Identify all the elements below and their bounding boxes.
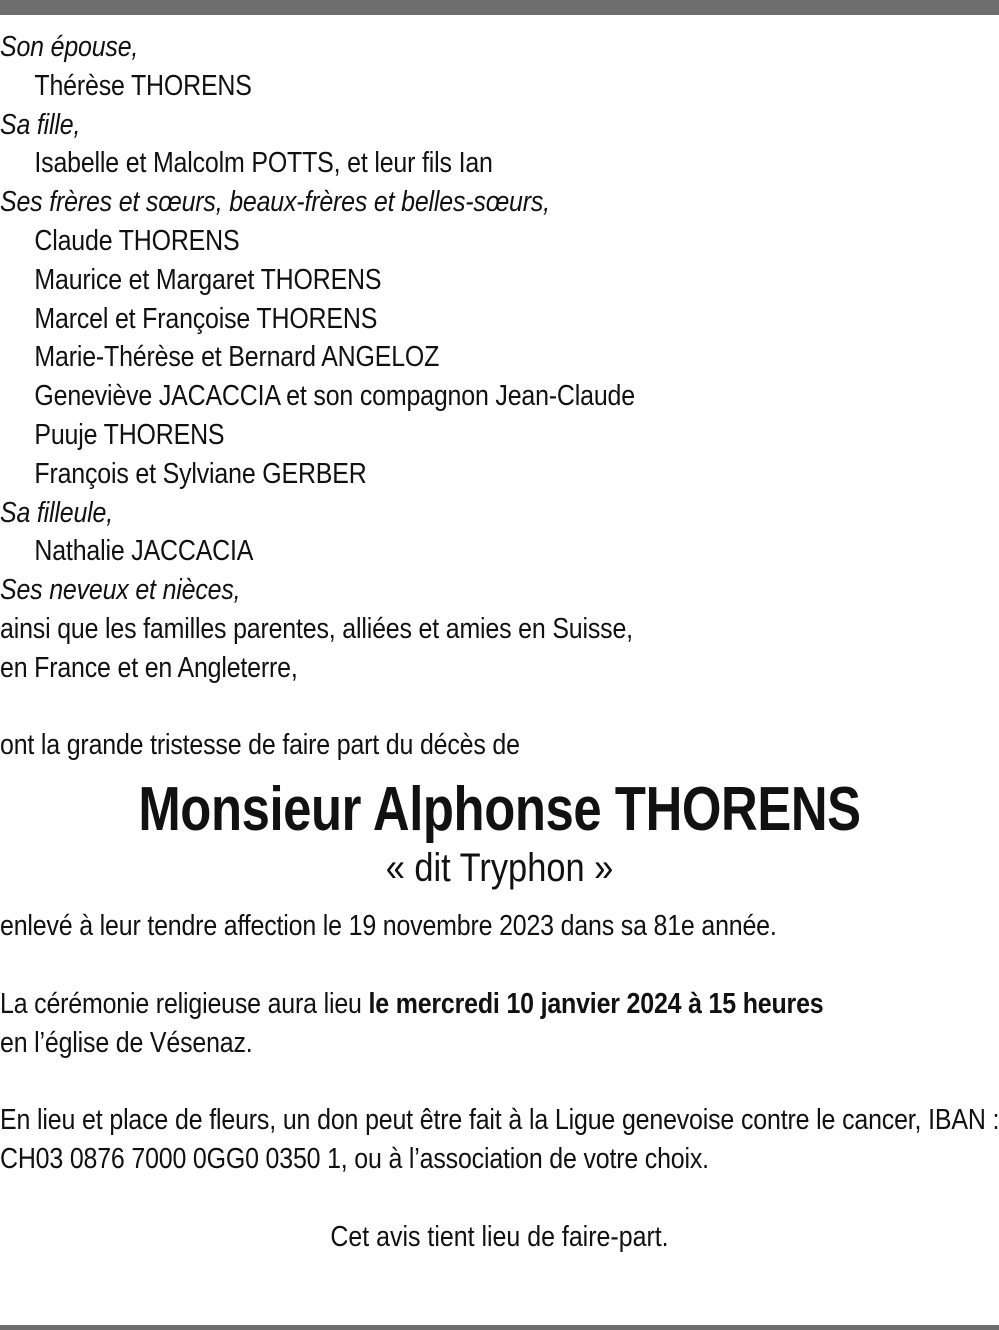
role-nephews-nieces: Ses neveux et nièces, [0, 574, 241, 607]
family-member: Marie-Thérèse et Bernard ANGELOZ [34, 341, 440, 374]
closing-text: Cet avis tient lieu de faire-part. [330, 1220, 669, 1253]
role-goddaughter: Sa filleule, [0, 496, 114, 529]
spacer [0, 688, 999, 727]
role-daughter: Sa fille, [0, 108, 81, 141]
role-siblings: Ses frères et sœurs, beaux-frères et belles-sœurs, [0, 186, 550, 219]
family-member: Isabelle et Malcolm POTTS, et leur fils Ian [34, 147, 493, 180]
deceased-nickname: « dit Tryphon » [385, 846, 614, 891]
spacer [0, 1062, 999, 1101]
family-member: François et Sylviane GERBER [34, 457, 367, 490]
family-member: Thérèse THORENS [34, 69, 252, 102]
family-member: Nathalie JACCACIA [34, 535, 254, 568]
ceremony-location: en l’église de Vésenaz. [0, 1026, 253, 1059]
family-member: Marcel et Françoise THORENS [34, 302, 378, 335]
extended-family-line: ainsi que les familles parentes, alliées et amies en Suisse, [0, 612, 633, 645]
family-member: Maurice et Margaret THORENS [34, 263, 382, 296]
death-text: enlevé à leur tendre affection le 19 novembre 2023 dans sa 81e année. [0, 910, 777, 943]
ceremony-line [0, 985, 859, 1024]
donation-text: En lieu et place de fleurs, un don peut être fait à la Ligue genevoise contre le cancer, IBAN : CH03 0876 7000 0GG0 0350 1, ou à l’association de votre choix. [0, 1104, 999, 1175]
spacer [0, 946, 999, 985]
family-member: Claude THORENS [34, 224, 240, 257]
role-spouse: Son épouse, [0, 31, 139, 63]
extended-family-line: en France et en Angleterre, [0, 651, 298, 684]
family-member: Geneviève JACACCIA et son compagnon Jean-Claude [34, 380, 635, 413]
spacer [0, 1179, 999, 1218]
announcement-text: ont la grande tristesse de faire part du décès de [0, 729, 520, 762]
family-member: Puuje THORENS [34, 418, 225, 451]
ceremony-date-time: le mercredi 10 janvier 2024 à 15 heures [368, 987, 824, 1020]
bottom-rule [0, 1325, 999, 1330]
ceremony-prefix: La cérémonie religieuse aura lieu [0, 987, 369, 1020]
deceased-name: Monsieur Alphonse THORENS [138, 775, 861, 845]
obituary-notice [0, 28, 999, 1256]
top-rule [0, 0, 999, 15]
